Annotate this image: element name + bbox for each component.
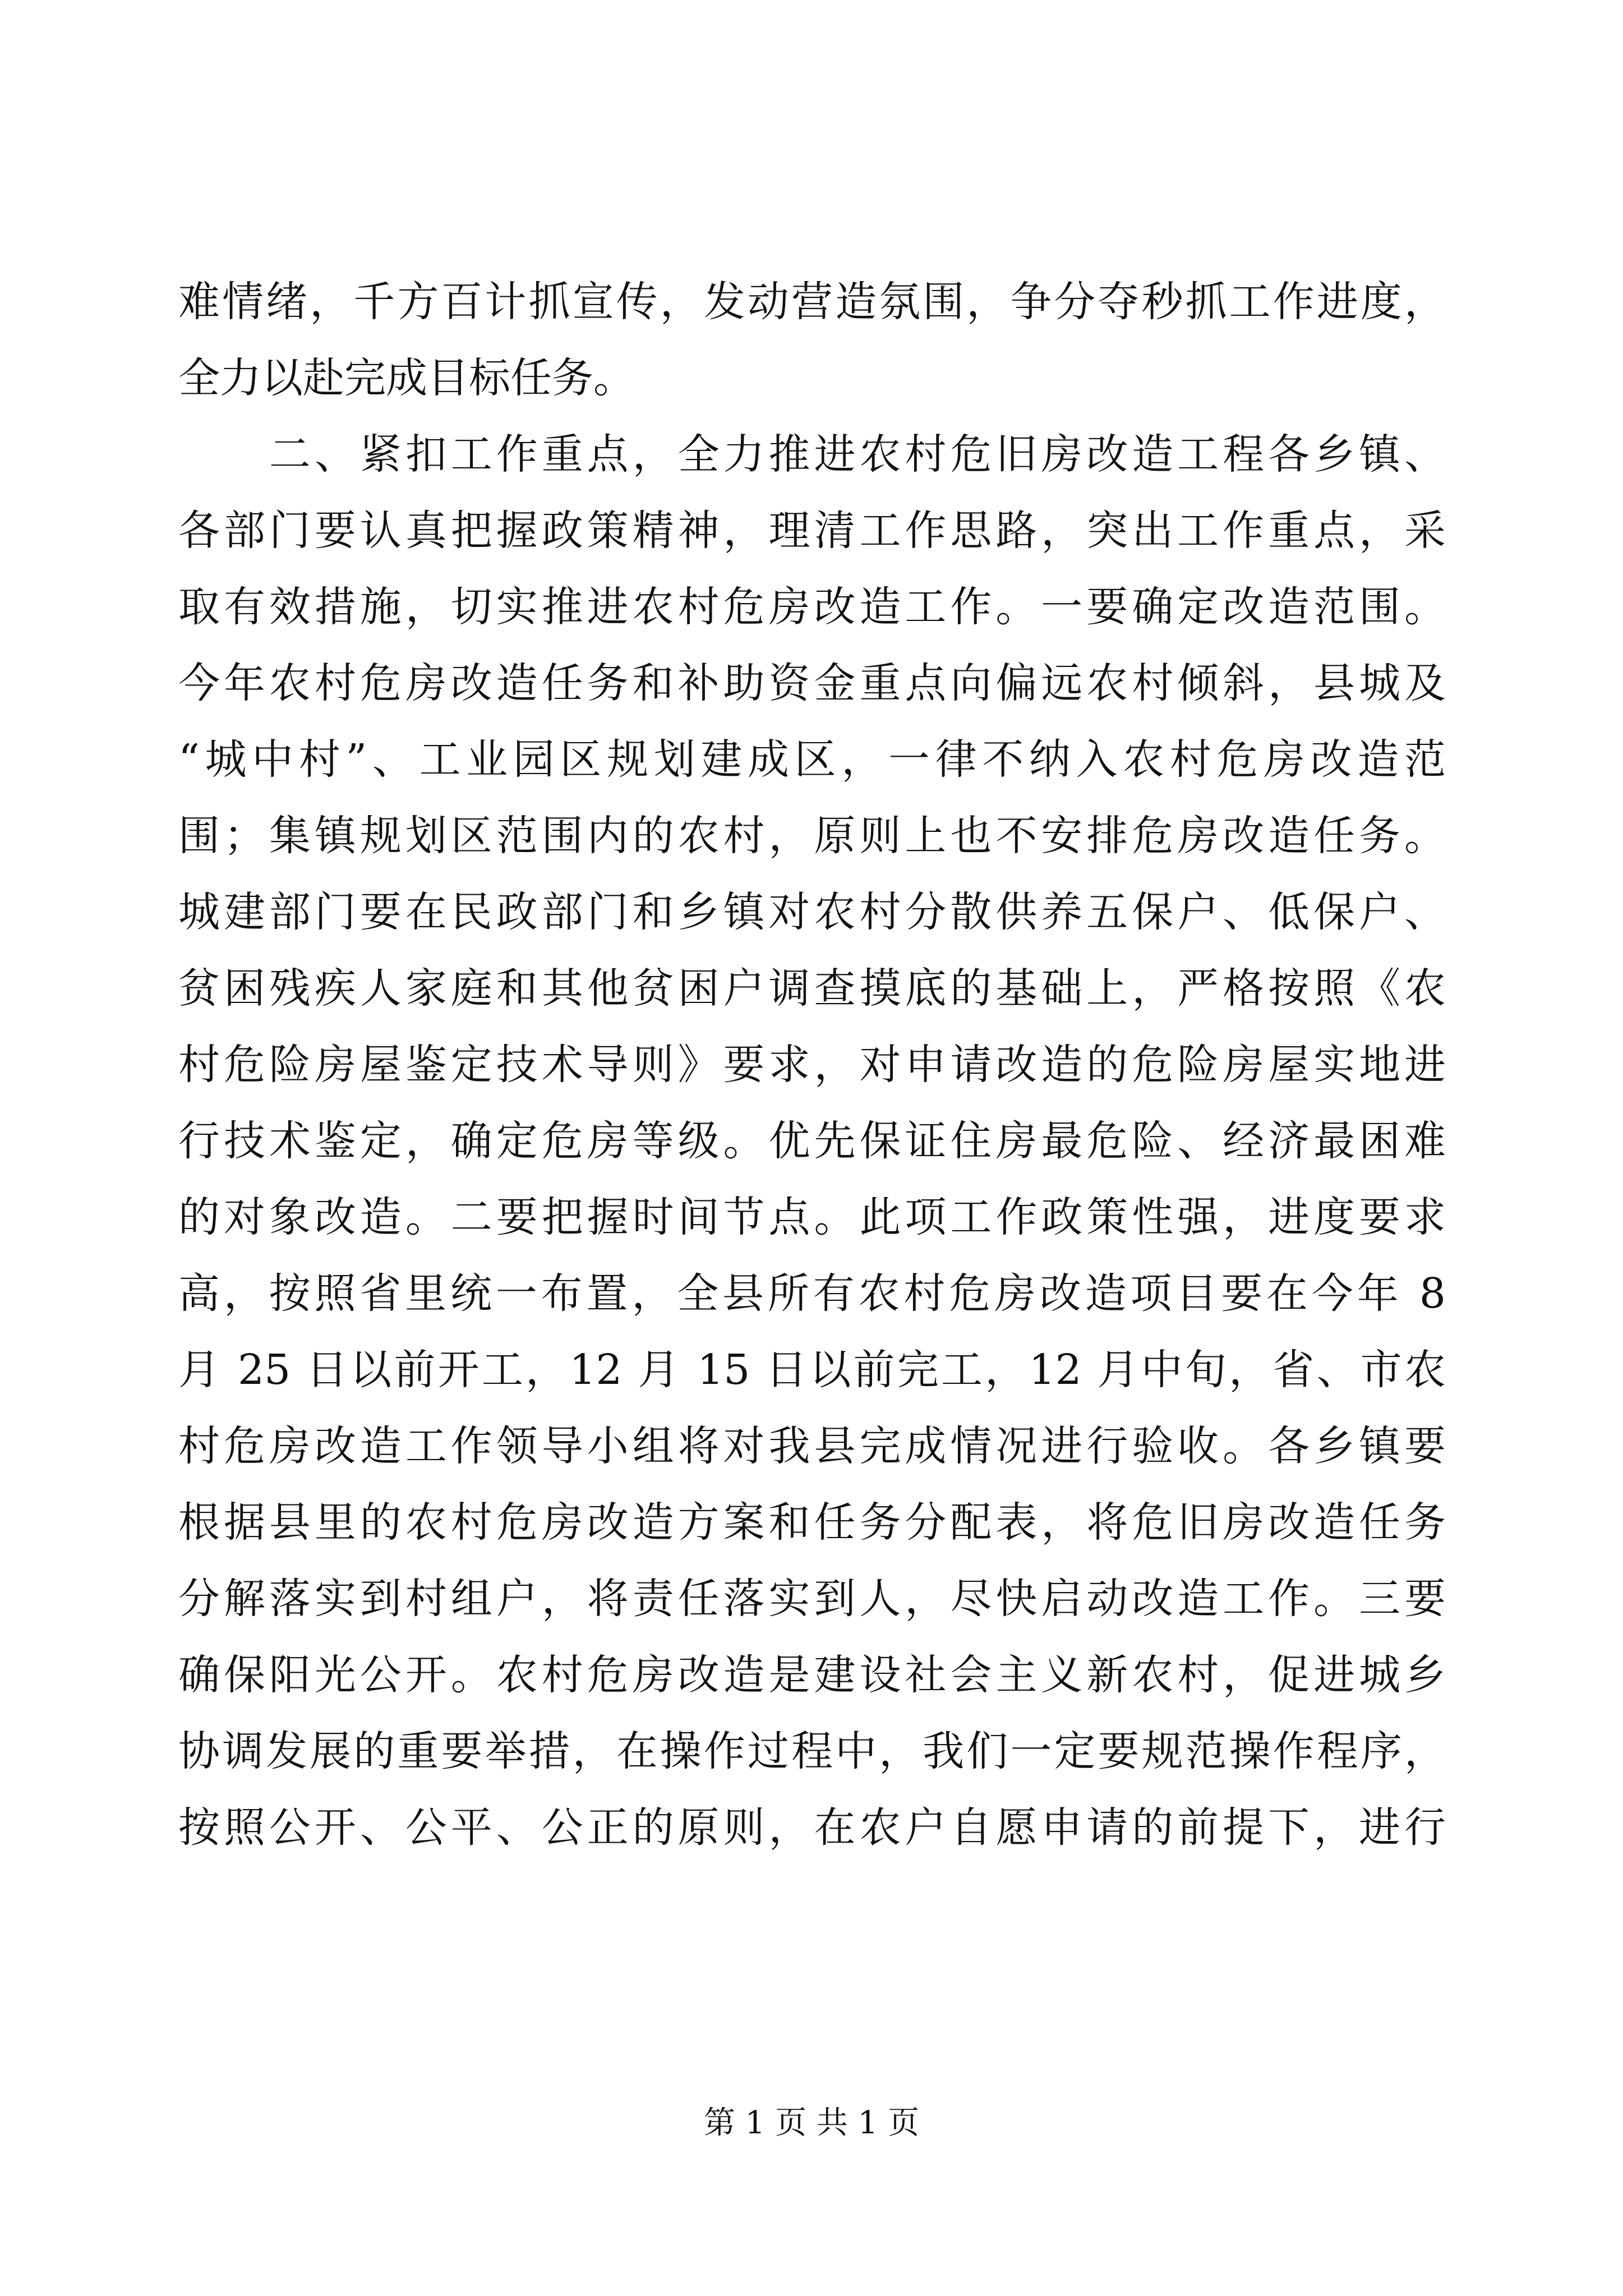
page-number-label: 第 1 页 共 1 页: [703, 2105, 920, 2141]
text-line: 月 25 日以前开工，12 月 15 日以前完工，12 月中旬，省、市农: [178, 1346, 1446, 1394]
text-line: 的对象改造。二要把握时间节点。此项工作政策性强，进度要求: [178, 1193, 1446, 1241]
text-line: 确保阳光公开。农村危房改造是建设社会主义新农村，促进城乡: [178, 1651, 1446, 1699]
text-line: 按照公开、公平、公正的原则，在农户自愿申请的前提下，进行: [178, 1803, 1446, 1852]
text-line: 高，按照省里统一布置，全县所有农村危房改造项目要在今年 8: [178, 1269, 1446, 1318]
text-line: 围；集镇规划区范围内的农村，原则上也不安排危房改造任务。: [178, 812, 1446, 860]
text-line: 行技术鉴定，确定危房等级。优先保证住房最危险、经济最困难: [178, 1117, 1446, 1165]
text-line: 城建部门要在民政部门和乡镇对农村分散供养五保户、低保户、: [178, 888, 1446, 936]
text-line: 根据县里的农村危房改造方案和任务分配表，将危旧房改造任务: [178, 1498, 1446, 1547]
text-line: 协调发展的重要举措，在操作过程中，我们一定要规范操作程序，: [178, 1727, 1446, 1775]
text-line: 取有效措施，切实推进农村危房改造工作。一要确定改造范围。: [178, 583, 1446, 631]
text-line: 村危房改造工作领导小组将对我县完成情况进行验收。各乡镇要: [178, 1422, 1446, 1470]
page-footer: [0, 2101, 1623, 2146]
text-line: “城中村”、工业园区规划建成区，一律不纳入农村危房改造范: [178, 735, 1446, 784]
text-line: 贫困残疾人家庭和其他贫困户调查摸底的基础上，严格按照《农: [178, 964, 1446, 1013]
text-line: 二、紧扣工作重点，全力推进农村危旧房改造工程各乡镇、: [178, 430, 1446, 478]
text-line: 今年农村危房改造任务和补助资金重点向偏远农村倾斜，县城及: [178, 659, 1446, 707]
text-line: 分解落实到村组户，将责任落实到人，尽快启动改造工作。三要: [178, 1575, 1446, 1623]
text-line: 各部门要认真把握政策精神，理清工作思路，突出工作重点，采: [178, 507, 1446, 555]
text-line: 全力以赴完成目标任务。: [178, 354, 635, 402]
text-line: 难情绪，千方百计抓宣传，发动营造氛围，争分夺秒抓工作进度，: [178, 278, 1446, 326]
document-body: [178, 264, 1446, 1866]
text-line: 村危险房屋鉴定技术导则》要求，对申请改造的危险房屋实地进: [178, 1041, 1446, 1089]
